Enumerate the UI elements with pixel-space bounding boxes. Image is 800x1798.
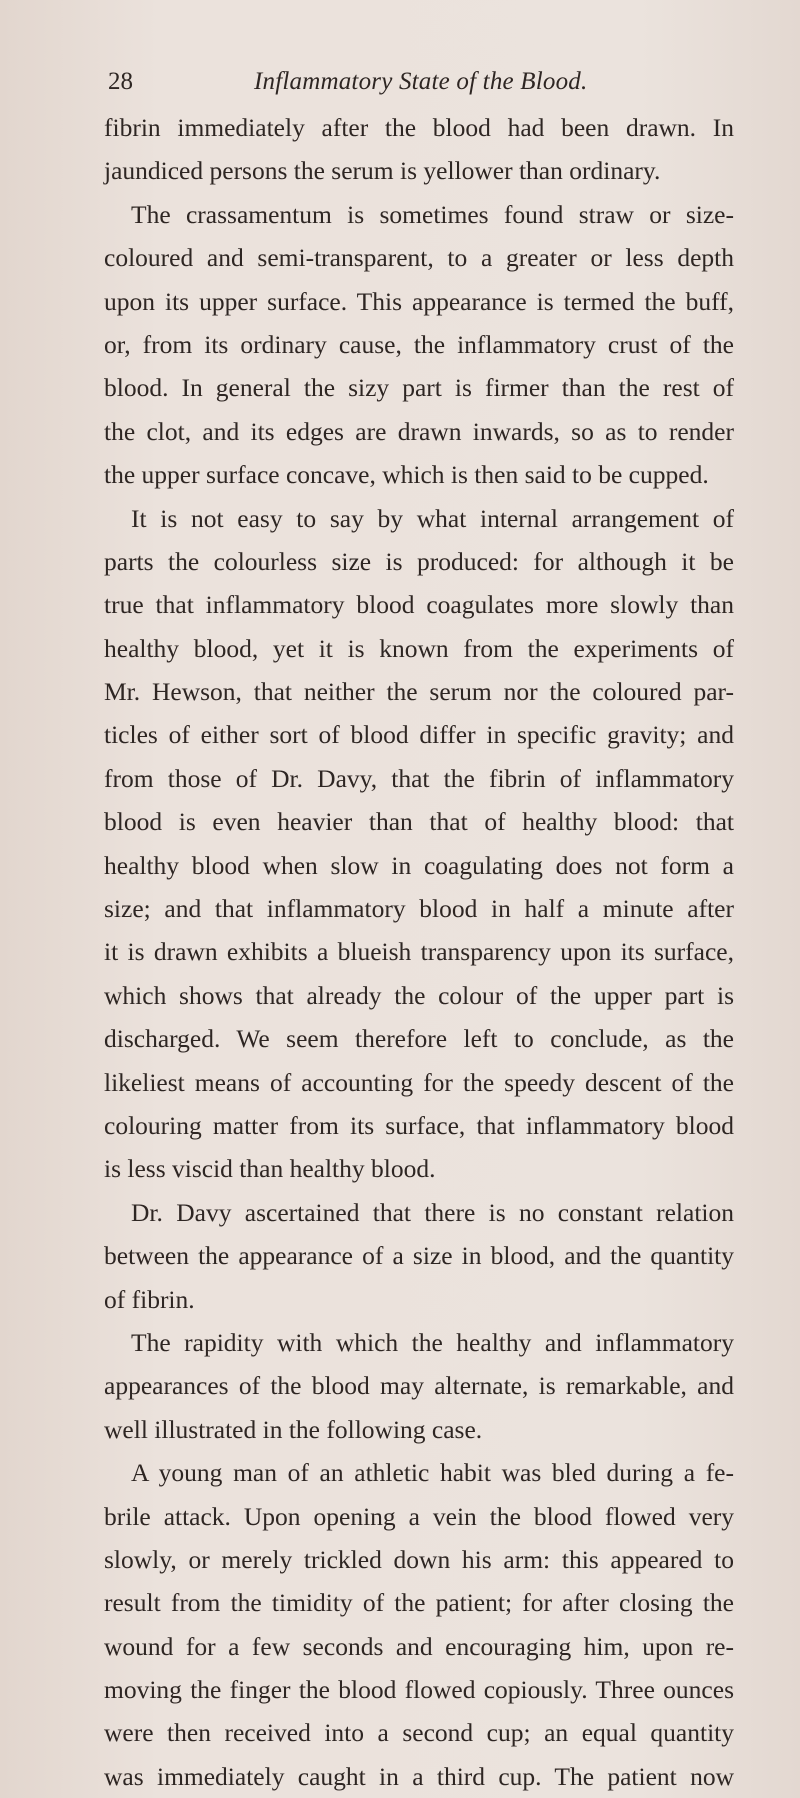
- text-line: true that inflammatory blood coagulates more slowly than: [104, 590, 734, 620]
- text-line: The rapidity with which the healthy and inflammatory: [131, 1327, 734, 1357]
- text-line: slowly, or merely trickled down his arm: this appeared to: [104, 1544, 734, 1574]
- text-line: Mr. Hewson, that neither the serum nor the coloured par-: [104, 677, 734, 707]
- text-line: Dr. Davy ascertained that there is no constant relation: [131, 1197, 734, 1227]
- running-title: Inflammatory State of the Blood.: [254, 68, 588, 95]
- body-text: [104, 106, 734, 1798]
- text-line: upon its upper surface. This appearance is termed the buff,: [104, 286, 734, 316]
- text-line: size; and that inflammatory blood in half a minute after: [104, 894, 734, 924]
- text-line: appearances of the blood may alternate, is remarkable, and: [104, 1371, 734, 1401]
- text-line: healthy blood, yet it is known from the experiments of: [104, 633, 734, 663]
- text-line: blood. In general the sizy part is firmer than the rest of: [104, 373, 734, 403]
- text-line: wound for a few seconds and encouraging him, upon re-: [104, 1631, 734, 1661]
- running-head: [104, 62, 734, 106]
- text-line: is less viscid than healthy blood.: [104, 1154, 436, 1184]
- text-line: from those of Dr. Davy, that the fibrin of inflammatory: [104, 763, 734, 793]
- text-line: was immediately caught in a third cup. The patient now: [104, 1761, 734, 1791]
- text-line: discharged. We seem therefore left to conclude, as the: [104, 1024, 734, 1054]
- text-line: the upper surface concave, which is then said to be cupped.: [104, 460, 709, 490]
- text-line: between the appearance of a size in blood, and the quantity: [104, 1241, 734, 1271]
- text-line: moving the finger the blood flowed copiously. Three ounces: [104, 1675, 734, 1705]
- page-number: 28: [108, 68, 133, 95]
- text-line: likeliest means of accounting for the speedy descent of the: [104, 1067, 734, 1097]
- text-line: it is drawn exhibits a blueish transparency upon its surface,: [104, 937, 734, 967]
- text-line: result from the timidity of the patient; for after closing the: [104, 1588, 734, 1618]
- text-line: colouring matter from its surface, that inflammatory blood: [104, 1110, 734, 1140]
- text-line: The crassamentum is sometimes found straw or size-: [131, 199, 734, 229]
- text-line: A young man of an athletic habit was bled during a fe-: [131, 1458, 734, 1488]
- text-line: well illustrated in the following case.: [104, 1414, 483, 1444]
- text-line: or, from its ordinary cause, the inflammatory crust of the: [104, 329, 734, 359]
- text-line: the clot, and its edges are drawn inwards, so as to render: [104, 416, 734, 446]
- text-line: of fibrin.: [104, 1284, 195, 1314]
- text-line: jaundiced persons the serum is yellower than ordinary.: [104, 156, 661, 186]
- text-line: coloured and semi-transparent, to a greater or less depth: [104, 243, 734, 273]
- text-line: healthy blood when slow in coagulating does not form a: [104, 850, 734, 880]
- text-line: which shows that already the colour of the upper part is: [104, 980, 734, 1010]
- text-line: ticles of either sort of blood differ in specific gravity; and: [104, 720, 734, 750]
- text-line: brile attack. Upon opening a vein the blood flowed very: [104, 1501, 734, 1531]
- text-line: parts the colourless size is produced: for although it be: [104, 546, 734, 576]
- book-page: [104, 62, 734, 1798]
- text-line: blood is even heavier than that of healthy blood: that: [104, 807, 734, 837]
- text-line: It is not easy to say by what internal arrangement of: [131, 503, 734, 533]
- text-line: fibrin immediately after the blood had been drawn. In: [104, 113, 734, 142]
- text-line: were then received into a second cup; an equal quantity: [104, 1718, 734, 1748]
